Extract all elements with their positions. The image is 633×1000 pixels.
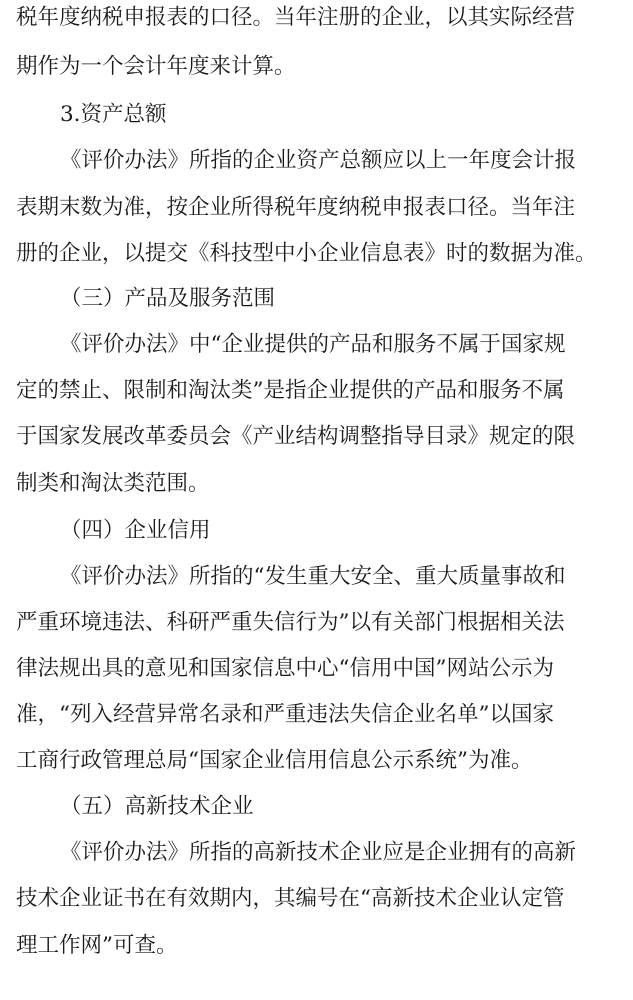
paragraph-line: 期作为一个会计年度来计算。 <box>16 54 296 79</box>
section-heading: 3.资产总额 <box>60 102 167 127</box>
paragraph-line: 严重环境违法、科研严重失信行为”以有关部门根据相关法 <box>16 610 565 635</box>
paragraph-line: 《评价办法》所指的“发生重大安全、重大质量事故和 <box>60 564 566 589</box>
paragraph-line: 税年度纳税申报表的口径。当年注册的企业，以其实际经营 <box>16 5 576 30</box>
paragraph-line: 律法规出具的意见和国家信息中心“信用中国”网站公示为 <box>16 656 554 681</box>
paragraph-line: 于国家发展改革委员会《产业结构调整指导目录》规定的限 <box>16 424 576 449</box>
paragraph-line: 表期末数为准，按企业所得税年度纳税申报表口径。当年注 <box>16 195 576 220</box>
paragraph-line: 《评价办法》所指的高新技术企业应是企业拥有的高新 <box>60 840 577 865</box>
paragraph-line: 制类和淘汰类范围。 <box>16 471 210 496</box>
section-heading: （五）高新技术企业 <box>60 794 254 819</box>
paragraph-line: 技术企业证书在有效期内，其编号在“高新技术企业认定管 <box>16 886 565 911</box>
section-heading: （三）产品及服务范围 <box>60 286 276 311</box>
paragraph-line: 册的企业，以提交《科技型中小企业信息表》时的数据为准。 <box>16 241 597 266</box>
paragraph-line: 《评价办法》所指的企业资产总额应以上一年度会计报 <box>60 148 577 173</box>
paragraph-line: 定的禁止、限制和淘汰类”是指企业提供的产品和服务不属 <box>16 378 565 403</box>
paragraph-line: 准，“列入经营异常名录和严重违法失信企业名单”以国家 <box>16 702 554 727</box>
paragraph-line: 工商行政管理总局“国家企业信用信息公示系统”为准。 <box>16 748 533 773</box>
paragraph-line: 理工作网”可查。 <box>16 933 178 958</box>
section-heading: （四）企业信用 <box>60 518 211 543</box>
paragraph-line: 《评价办法》中“企业提供的产品和服务不属于国家规 <box>60 332 566 357</box>
